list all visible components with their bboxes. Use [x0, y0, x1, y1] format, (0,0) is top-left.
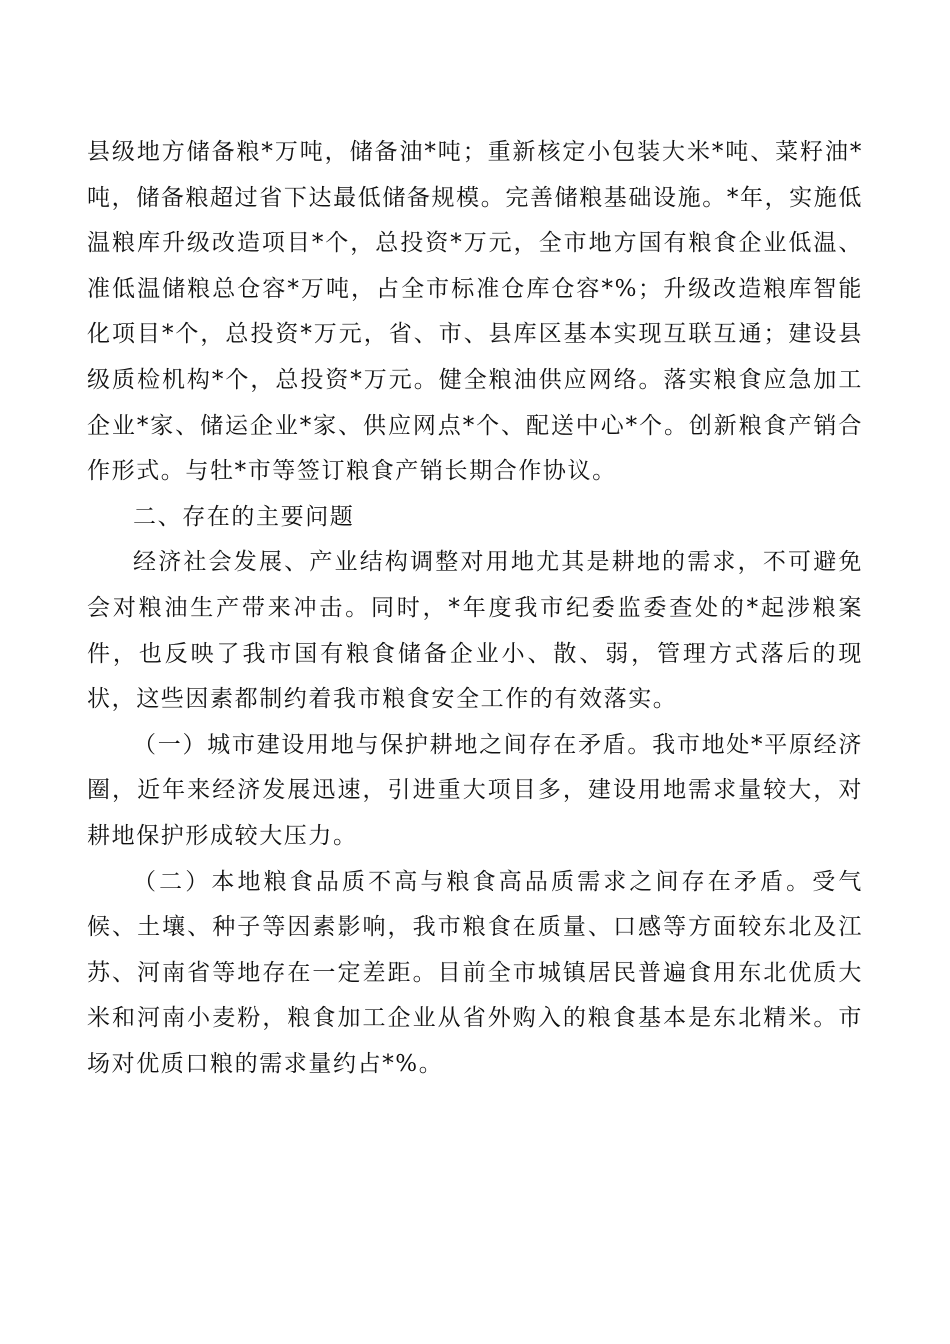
- subsection-paragraph: （二）本地粮食品质不高与粮食高品质需求之间存在矛盾。受气候、土壤、种子等因素影响，我市粮食在质量、口感等方面较东北及江苏、河南省等地存在一定差距。目前全市城镇居民普遍食用东北优质大米和河南小麦粉，粮食加工企业从省外购入的粮食基本是东北精米。市场对优质口粮的需求量约占*%。: [87, 868, 863, 1077]
- subsection-paragraph: （一）城市建设用地与保护耕地之间存在矛盾。我市地处*平原经济圈，近年来经济发展迅速，引进重大项目多，建设用地需求量较大，对耕地保护形成较大压力。: [87, 731, 863, 849]
- section-heading: 二、存在的主要问题: [133, 503, 355, 530]
- body-paragraph: 经济社会发展、产业结构调整对用地尤其是耕地的需求，不可避免会对粮油生产带来冲击。同时，*年度我市纪委监委查处的*起涉粮案件，也反映了我市国有粮食储备企业小、散、弱，管理方式落后的现状，这些因素都制约着我市粮食安全工作的有效落实。: [87, 549, 863, 713]
- body-paragraph: 县级地方储备粮*万吨，储备油*吨；重新核定小包装大米*吨、菜籽油*吨，储备粮超过省下达最低储备规模。完善储粮基础设施。*年，实施低温粮库升级改造项目*个，总投资*万元，全市地方国有粮食企业低温、准低温储粮总仓容*万吨，占全市标准仓库仓容*%；升级改造粮库智能化项目*个，总投资*万元，省、市、县库区基本实现互联互通；建设县级质检机构*个，总投资*万元。健全粮油供应网络。落实粮食应急加工企业*家、储运企业*家、供应网点*个、配送中心*个。创新粮食产销合作形式。与牡*市等签订粮食产销长期合作协议。: [87, 139, 863, 485]
- document-body: [87, 130, 863, 1087]
